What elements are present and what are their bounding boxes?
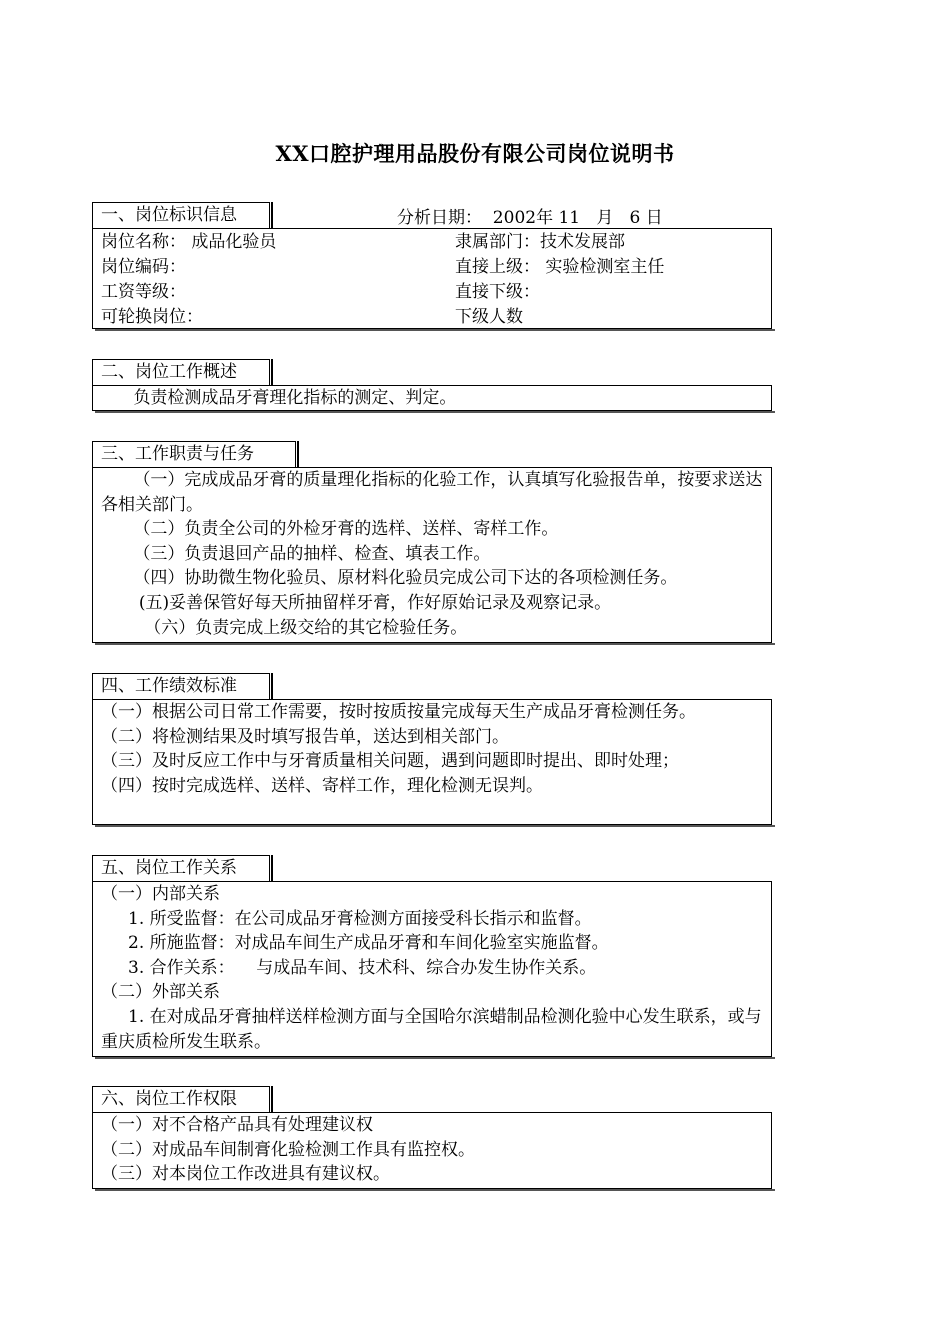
section4-box <box>92 699 772 825</box>
page-title: XX口腔护理用品股份有限公司岗位说明书 <box>275 141 675 166</box>
section4-heading: 四、工作绩效标准 <box>92 673 270 699</box>
rotatable-position: 可轮换岗位： <box>101 307 203 327</box>
text-line: (五)妥善保管好每天所抽留样牙膏，作好原始记录及观察记录。 <box>101 592 612 613</box>
text-line: 1. 所受监督：在公司成品牙膏检测方面接受科长指示和监督。 <box>101 908 592 929</box>
salary-grade: 工资等级： <box>101 282 186 302</box>
text-line: （一）完成成品牙膏的质量理化指标的化验工作，认真填写化验报告单，按要求送达各相关部门。 <box>101 470 763 515</box>
text-line: 1. 在对成品牙膏抽样送样检测方面与全国哈尔滨蜡制品检测化验中心发生联系，或与重庆质检所发生联系。 <box>101 1006 762 1052</box>
section2-box <box>92 385 772 411</box>
section5-box <box>92 881 772 1057</box>
text-line: （三）对本岗位工作改进具有建议权。 <box>101 1164 390 1185</box>
section3-box <box>92 467 772 643</box>
position-name: 岗位名称： 成品化验员 <box>101 232 277 252</box>
direct-superior: 直接上级： 实验检测室主任 <box>455 257 665 277</box>
info-row <box>101 230 763 255</box>
section2-heading: 二、岗位工作概述 <box>92 359 270 385</box>
text-line: （三）及时反应工作中与牙膏质量相关问题，遇到问题即时提出、即时处理； <box>101 751 679 772</box>
text-line: （六）负责完成上级交给的其它检验任务。 <box>101 617 468 638</box>
text-line: （一）根据公司日常工作需要，按时按质按量完成每天生产成品牙膏检测任务。 <box>101 702 696 722</box>
info-row <box>101 280 763 305</box>
direct-subordinate: 直接下级： <box>455 282 540 302</box>
text-line: （二）负责全公司的外检牙膏的选样、送样、寄样工作。 <box>101 519 559 540</box>
text-line: （三）负责退回产品的抽样、检查、填表工作。 <box>101 543 491 564</box>
text-line: （一）对不合格产品具有处理建议权 <box>101 1115 373 1135</box>
text-line: （二）外部关系 <box>101 982 220 1003</box>
section1-heading: 一、岗位标识信息 <box>92 202 270 228</box>
info-row <box>101 255 763 280</box>
department: 隶属部门：技术发展部 <box>455 232 625 252</box>
info-row <box>101 305 763 330</box>
text-line: 2. 所施监督：对成品车间生产成品牙膏和车间化验室实施监督。 <box>101 933 609 954</box>
analysis-date: 分析日期： 2002年 11 月 6 日 <box>397 208 663 228</box>
section6-heading: 六、岗位工作权限 <box>92 1086 270 1112</box>
text-line: 负责检测成品牙膏理化指标的测定、判定。 <box>101 388 457 408</box>
section1-box <box>92 228 772 329</box>
subordinate-count: 下级人数 <box>455 307 523 327</box>
text-line: （一）内部关系 <box>101 884 220 904</box>
section6-box <box>92 1112 772 1189</box>
text-line: （二）对成品车间制膏化验检测工作具有监控权。 <box>101 1139 475 1160</box>
text-line: （四）按时完成选样、送样、寄样工作，理化检测无误判。 <box>101 775 543 796</box>
section5-heading: 五、岗位工作关系 <box>92 855 270 881</box>
position-code: 岗位编码： <box>101 257 186 277</box>
text-line: （四）协助微生物化验员、原材料化验员完成公司下达的各项检测任务。 <box>101 568 678 589</box>
text-line: 3. 合作关系： 与成品车间、技术科、综合办发生协作关系。 <box>101 957 597 978</box>
text-line: （二）将检测结果及时填写报告单，送达到相关部门。 <box>101 726 509 747</box>
section3-heading: 三、工作职责与任务 <box>92 441 296 467</box>
